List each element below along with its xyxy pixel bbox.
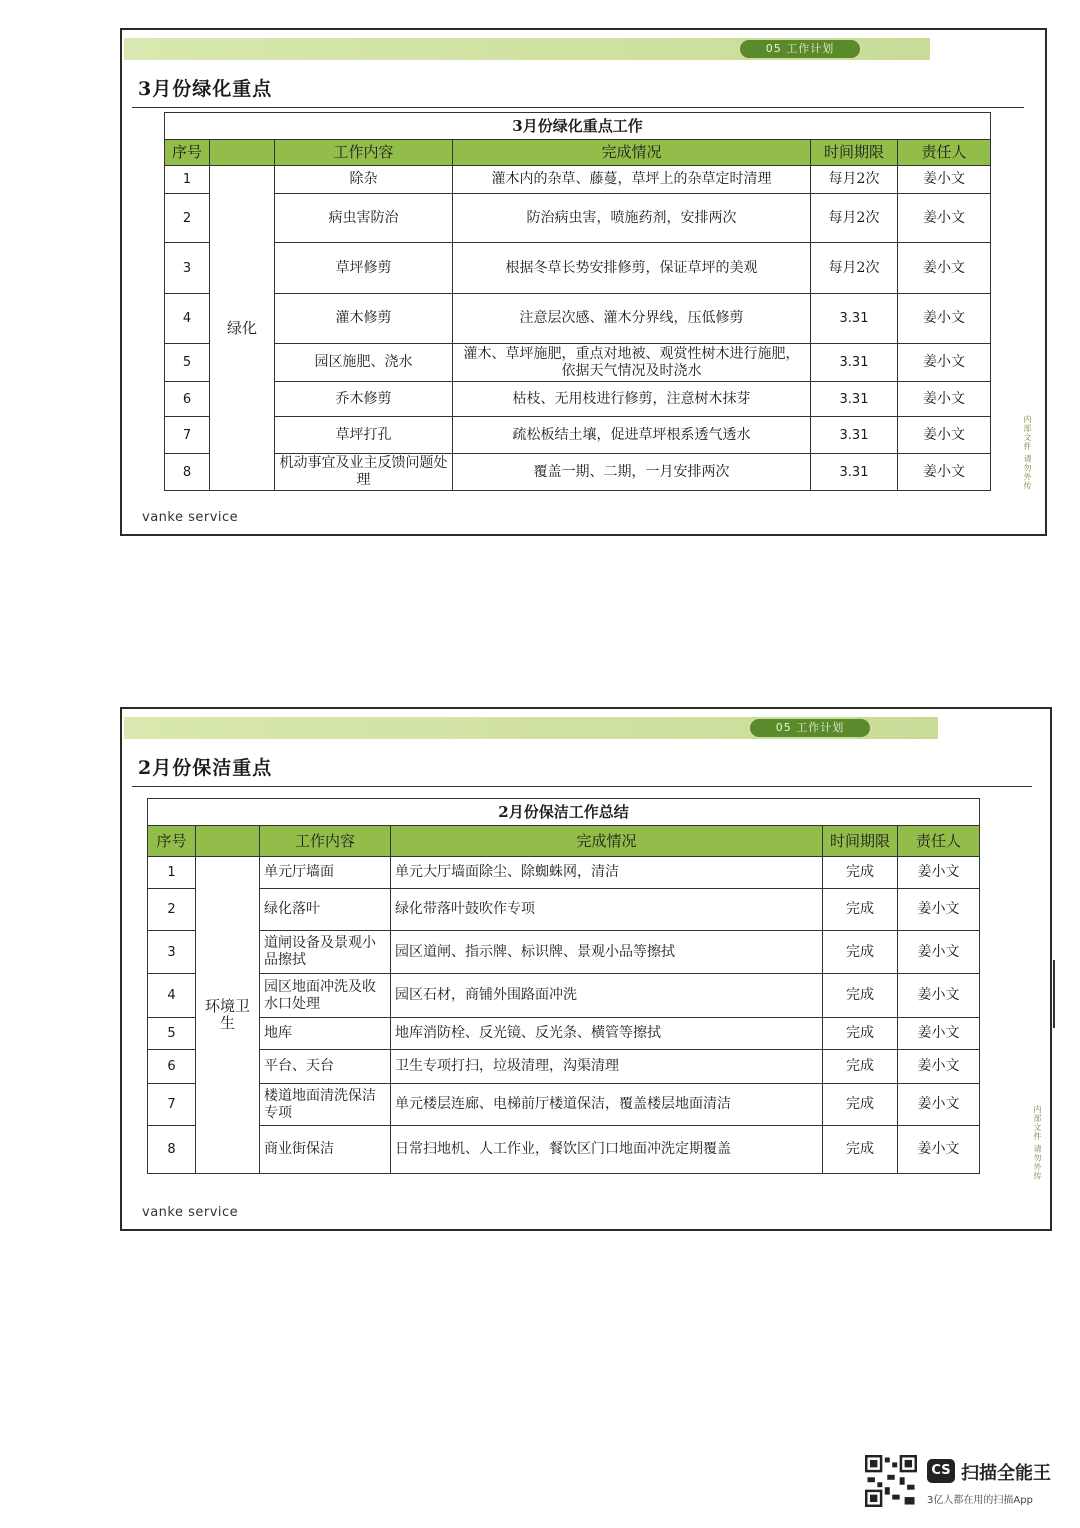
row-deadline: 3.31 (811, 294, 898, 344)
row-no: 6 (148, 1050, 196, 1084)
table-row (165, 243, 991, 294)
table-header-row (148, 826, 980, 857)
header-category (210, 140, 275, 166)
row-deadline: 每月2次 (811, 243, 898, 294)
table-row (165, 294, 991, 344)
row-status: 绿化带落叶鼓吹作专项 (391, 889, 823, 931)
row-item: 单元厅墙面 (260, 857, 391, 889)
row-item: 园区施肥、浇水 (275, 344, 453, 382)
row-owner: 姜小文 (898, 931, 980, 974)
row-status: 疏松板结土壤，促进草坪根系透气透水 (453, 417, 811, 454)
table-row (148, 857, 980, 889)
slide-title: 2月份保洁重点 (138, 757, 273, 779)
table-row (148, 1084, 980, 1126)
row-owner: 姜小文 (898, 243, 991, 294)
row-no: 4 (148, 974, 196, 1018)
row-item: 除杂 (275, 166, 453, 194)
page-edge-mark (1053, 960, 1055, 1028)
row-owner: 姜小文 (898, 857, 980, 889)
row-item: 病虫害防治 (275, 194, 453, 243)
table-caption: 2月份保洁工作总结 (148, 799, 980, 826)
row-deadline: 3.31 (811, 454, 898, 491)
slide-greening-march (120, 28, 1047, 536)
table-row (148, 1050, 980, 1084)
table-row (148, 931, 980, 974)
table-row (165, 454, 991, 491)
row-owner: 姜小文 (898, 889, 980, 931)
confidential-note: 内部文件 请勿外传 (1033, 1105, 1042, 1181)
cleaning-table (147, 798, 980, 1174)
row-deadline: 完成 (823, 1126, 898, 1174)
row-owner: 姜小文 (898, 1018, 980, 1050)
row-status: 地库消防栓、反光镜、反光条、横管等擦拭 (391, 1018, 823, 1050)
table-row (165, 344, 991, 382)
scanner-watermark (865, 1455, 1065, 1511)
confidential-note: 内部文件 请勿外传 (1023, 415, 1032, 491)
row-item: 道闸设备及景观小品擦拭 (260, 931, 391, 974)
row-deadline: 完成 (823, 1084, 898, 1126)
row-item: 绿化落叶 (260, 889, 391, 931)
header-deadline: 时间期限 (811, 140, 898, 166)
row-item: 乔木修剪 (275, 382, 453, 417)
row-deadline: 完成 (823, 974, 898, 1018)
row-owner: 姜小文 (898, 1050, 980, 1084)
row-deadline: 每月2次 (811, 194, 898, 243)
row-deadline: 3.31 (811, 344, 898, 382)
brand-logo: vanke service (142, 510, 239, 525)
row-no: 7 (165, 417, 210, 454)
row-item: 楼道地面清洗保洁专项 (260, 1084, 391, 1126)
row-status: 卫生专项打扫，垃圾清理，沟渠清理 (391, 1050, 823, 1084)
header-item: 工作内容 (260, 826, 391, 857)
row-category: 绿化 (210, 166, 275, 491)
row-no: 2 (165, 194, 210, 243)
row-item: 平台、天台 (260, 1050, 391, 1084)
section-pill: 05 工作计划 (740, 40, 860, 58)
row-status: 灌木、草坪施肥，重点对地被、观赏性树木进行施肥，依据天气情况及时浇水 (453, 344, 811, 382)
row-status: 灌木内的杂草、藤蔓，草坪上的杂草定时清理 (453, 166, 811, 194)
row-status: 防治病虫害，喷施药剂，安排两次 (453, 194, 811, 243)
title-divider (132, 786, 1032, 787)
header-deadline: 时间期限 (823, 826, 898, 857)
table-row (165, 166, 991, 194)
scanner-tagline: 3亿人都在用的扫描App (927, 1495, 1033, 1506)
row-status: 覆盖一期、二期，一月安排两次 (453, 454, 811, 491)
row-no: 3 (148, 931, 196, 974)
row-item: 园区地面冲洗及收水口处理 (260, 974, 391, 1018)
section-pill: 05 工作计划 (750, 719, 870, 737)
row-no: 2 (148, 889, 196, 931)
row-deadline: 3.31 (811, 417, 898, 454)
row-category: 环境卫生 (196, 857, 260, 1174)
row-status: 园区道闸、指示牌、标识牌、景观小品等擦拭 (391, 931, 823, 974)
row-deadline: 完成 (823, 1018, 898, 1050)
row-status: 园区石材，商铺外围路面冲洗 (391, 974, 823, 1018)
header-owner: 责任人 (898, 826, 980, 857)
row-status: 注意层次感、灌木分界线，压低修剪 (453, 294, 811, 344)
row-item: 商业街保洁 (260, 1126, 391, 1174)
row-deadline: 每月2次 (811, 166, 898, 194)
brand-logo: vanke service (142, 1205, 239, 1220)
table-row (148, 1126, 980, 1174)
row-deadline: 完成 (823, 857, 898, 889)
row-owner: 姜小文 (898, 1126, 980, 1174)
row-item: 草坪打孔 (275, 417, 453, 454)
header-item: 工作内容 (275, 140, 453, 166)
table-row (148, 889, 980, 931)
row-no: 3 (165, 243, 210, 294)
table-row (165, 194, 991, 243)
scanner-app-name: 扫描全能王 (961, 1463, 1051, 1484)
header-no: 序号 (148, 826, 196, 857)
row-deadline: 完成 (823, 1050, 898, 1084)
row-status: 枯枝、无用枝进行修剪，注意树木抹芽 (453, 382, 811, 417)
greening-table (164, 112, 991, 491)
header-no: 序号 (165, 140, 210, 166)
row-deadline: 完成 (823, 931, 898, 974)
row-no: 1 (165, 166, 210, 194)
row-deadline: 3.31 (811, 382, 898, 417)
row-owner: 姜小文 (898, 1084, 980, 1126)
row-owner: 姜小文 (898, 974, 980, 1018)
header-category (196, 826, 260, 857)
row-status: 单元大厅墙面除尘、除蜘蛛网，清洁 (391, 857, 823, 889)
row-owner: 姜小文 (898, 166, 991, 194)
row-item: 机动事宜及业主反馈问题处理 (275, 454, 453, 491)
row-item: 灌木修剪 (275, 294, 453, 344)
slide-title: 3月份绿化重点 (138, 78, 273, 100)
table-caption: 3月份绿化重点工作 (165, 113, 991, 140)
table-row (148, 1018, 980, 1050)
row-owner: 姜小文 (898, 194, 991, 243)
row-status: 日常扫地机、人工作业，餐饮区门口地面冲洗定期覆盖 (391, 1126, 823, 1174)
row-owner: 姜小文 (898, 382, 991, 417)
row-no: 8 (148, 1126, 196, 1174)
slide-cleaning-february (120, 707, 1052, 1231)
row-no: 5 (165, 344, 210, 382)
table-row (165, 382, 991, 417)
row-owner: 姜小文 (898, 294, 991, 344)
header-status: 完成情况 (453, 140, 811, 166)
row-item: 地库 (260, 1018, 391, 1050)
title-divider (132, 107, 1024, 108)
table-header-row (165, 140, 991, 166)
row-no: 6 (165, 382, 210, 417)
row-no: 1 (148, 857, 196, 889)
row-owner: 姜小文 (898, 454, 991, 491)
row-owner: 姜小文 (898, 417, 991, 454)
section-nav-bar (124, 717, 938, 739)
table-row (148, 974, 980, 1018)
row-item: 草坪修剪 (275, 243, 453, 294)
row-no: 7 (148, 1084, 196, 1126)
row-no: 4 (165, 294, 210, 344)
row-owner: 姜小文 (898, 344, 991, 382)
row-no: 5 (148, 1018, 196, 1050)
header-status: 完成情况 (391, 826, 823, 857)
row-status: 根据冬草长势安排修剪，保证草坪的美观 (453, 243, 811, 294)
row-no: 8 (165, 454, 210, 491)
row-status: 单元楼层连廊、电梯前厅楼道保洁，覆盖楼层地面清洁 (391, 1084, 823, 1126)
table-row (165, 417, 991, 454)
camscanner-logo-icon: CS (927, 1459, 955, 1483)
header-owner: 责任人 (898, 140, 991, 166)
row-deadline: 完成 (823, 889, 898, 931)
section-nav-bar (124, 38, 930, 60)
qr-code-icon (865, 1455, 917, 1507)
